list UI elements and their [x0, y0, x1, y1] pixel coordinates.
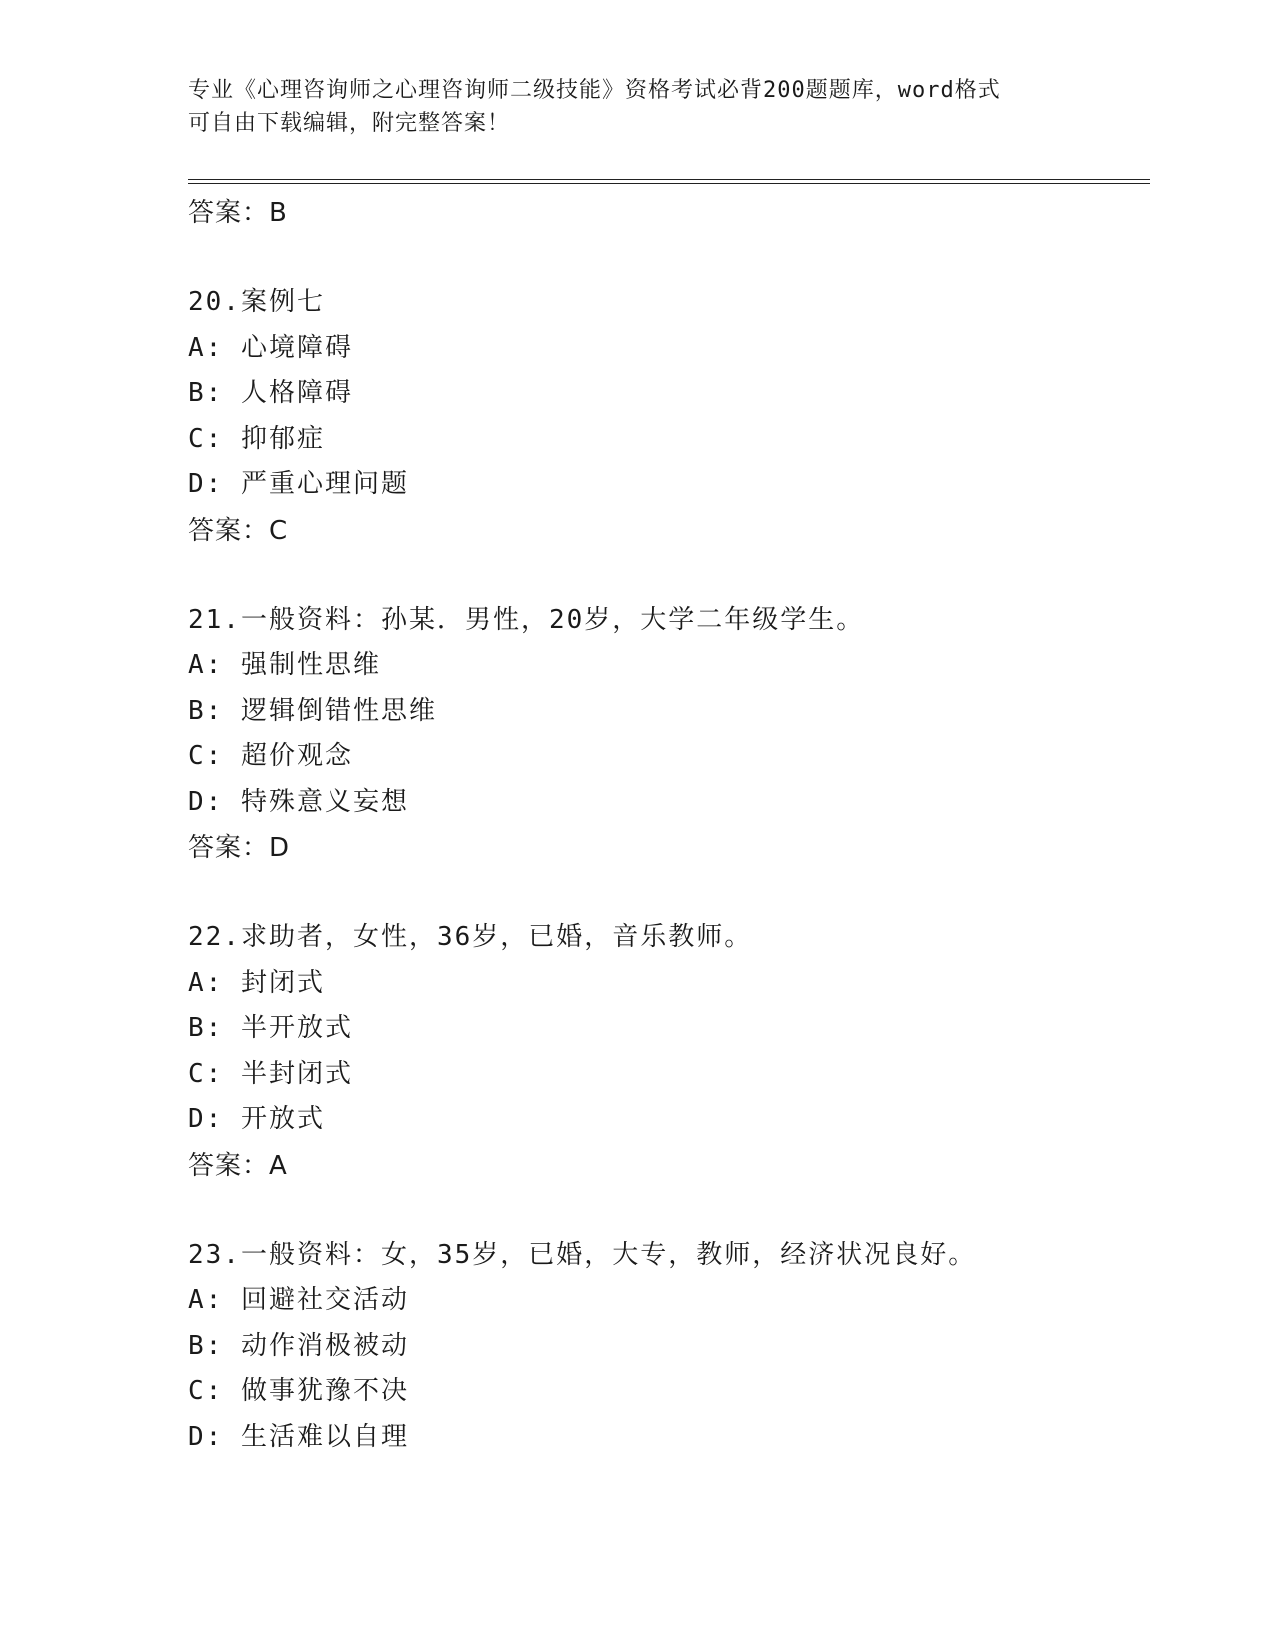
question-text: 21.一般资料：孙某．男性，20岁，大学二年级学生。	[188, 604, 865, 635]
option-b: B: 半开放式	[188, 1013, 353, 1043]
question-20	[188, 280, 1148, 554]
header-line-1: 专业《心理咨询师之心理咨询师二级技能》资格考试必背200题题库，word格式	[188, 78, 1001, 103]
option-c: C: 抑郁症	[188, 423, 325, 454]
question-list	[188, 190, 1148, 1460]
previous-answer: 答案：B	[188, 198, 288, 228]
option-d: D: 开放式	[188, 1104, 325, 1134]
option-c: C: 做事犹豫不决	[188, 1376, 409, 1406]
option-a: A: 封闭式	[188, 967, 325, 998]
question-text: 20.案例七	[188, 287, 325, 317]
answer: 答案：D	[188, 833, 291, 863]
question-23	[188, 1233, 1148, 1461]
option-b: B: 人格障碍	[188, 378, 353, 408]
option-a: A: 强制性思维	[188, 650, 381, 680]
question-text: 22.求助者，女性，36岁，已婚，音乐教师。	[188, 922, 753, 952]
option-d: D: 严重心理问题	[188, 469, 409, 499]
option-b: B: 逻辑倒错性思维	[188, 695, 437, 726]
header-divider-bottom	[188, 183, 1150, 184]
option-a: A: 心境障碍	[188, 332, 353, 363]
header-divider-top	[188, 179, 1150, 180]
header-line-2: 可自由下载编辑，附完整答案！	[188, 111, 511, 136]
option-b: B: 动作消极被动	[188, 1330, 409, 1361]
option-d: D: 生活难以自理	[188, 1421, 409, 1452]
document-header	[188, 74, 1088, 140]
option-d: D: 特殊意义妄想	[188, 786, 409, 817]
option-c: C: 半封闭式	[188, 1058, 353, 1089]
answer: 答案：A	[188, 1150, 288, 1181]
option-c: C: 超价观念	[188, 741, 353, 771]
option-a: A: 回避社交活动	[188, 1285, 409, 1315]
question-text: 23.一般资料：女，35岁，已婚，大专，教师，经济状况良好。	[188, 1239, 977, 1270]
question-22	[188, 915, 1148, 1189]
answer: 答案：C	[188, 515, 289, 546]
question-21	[188, 598, 1148, 872]
